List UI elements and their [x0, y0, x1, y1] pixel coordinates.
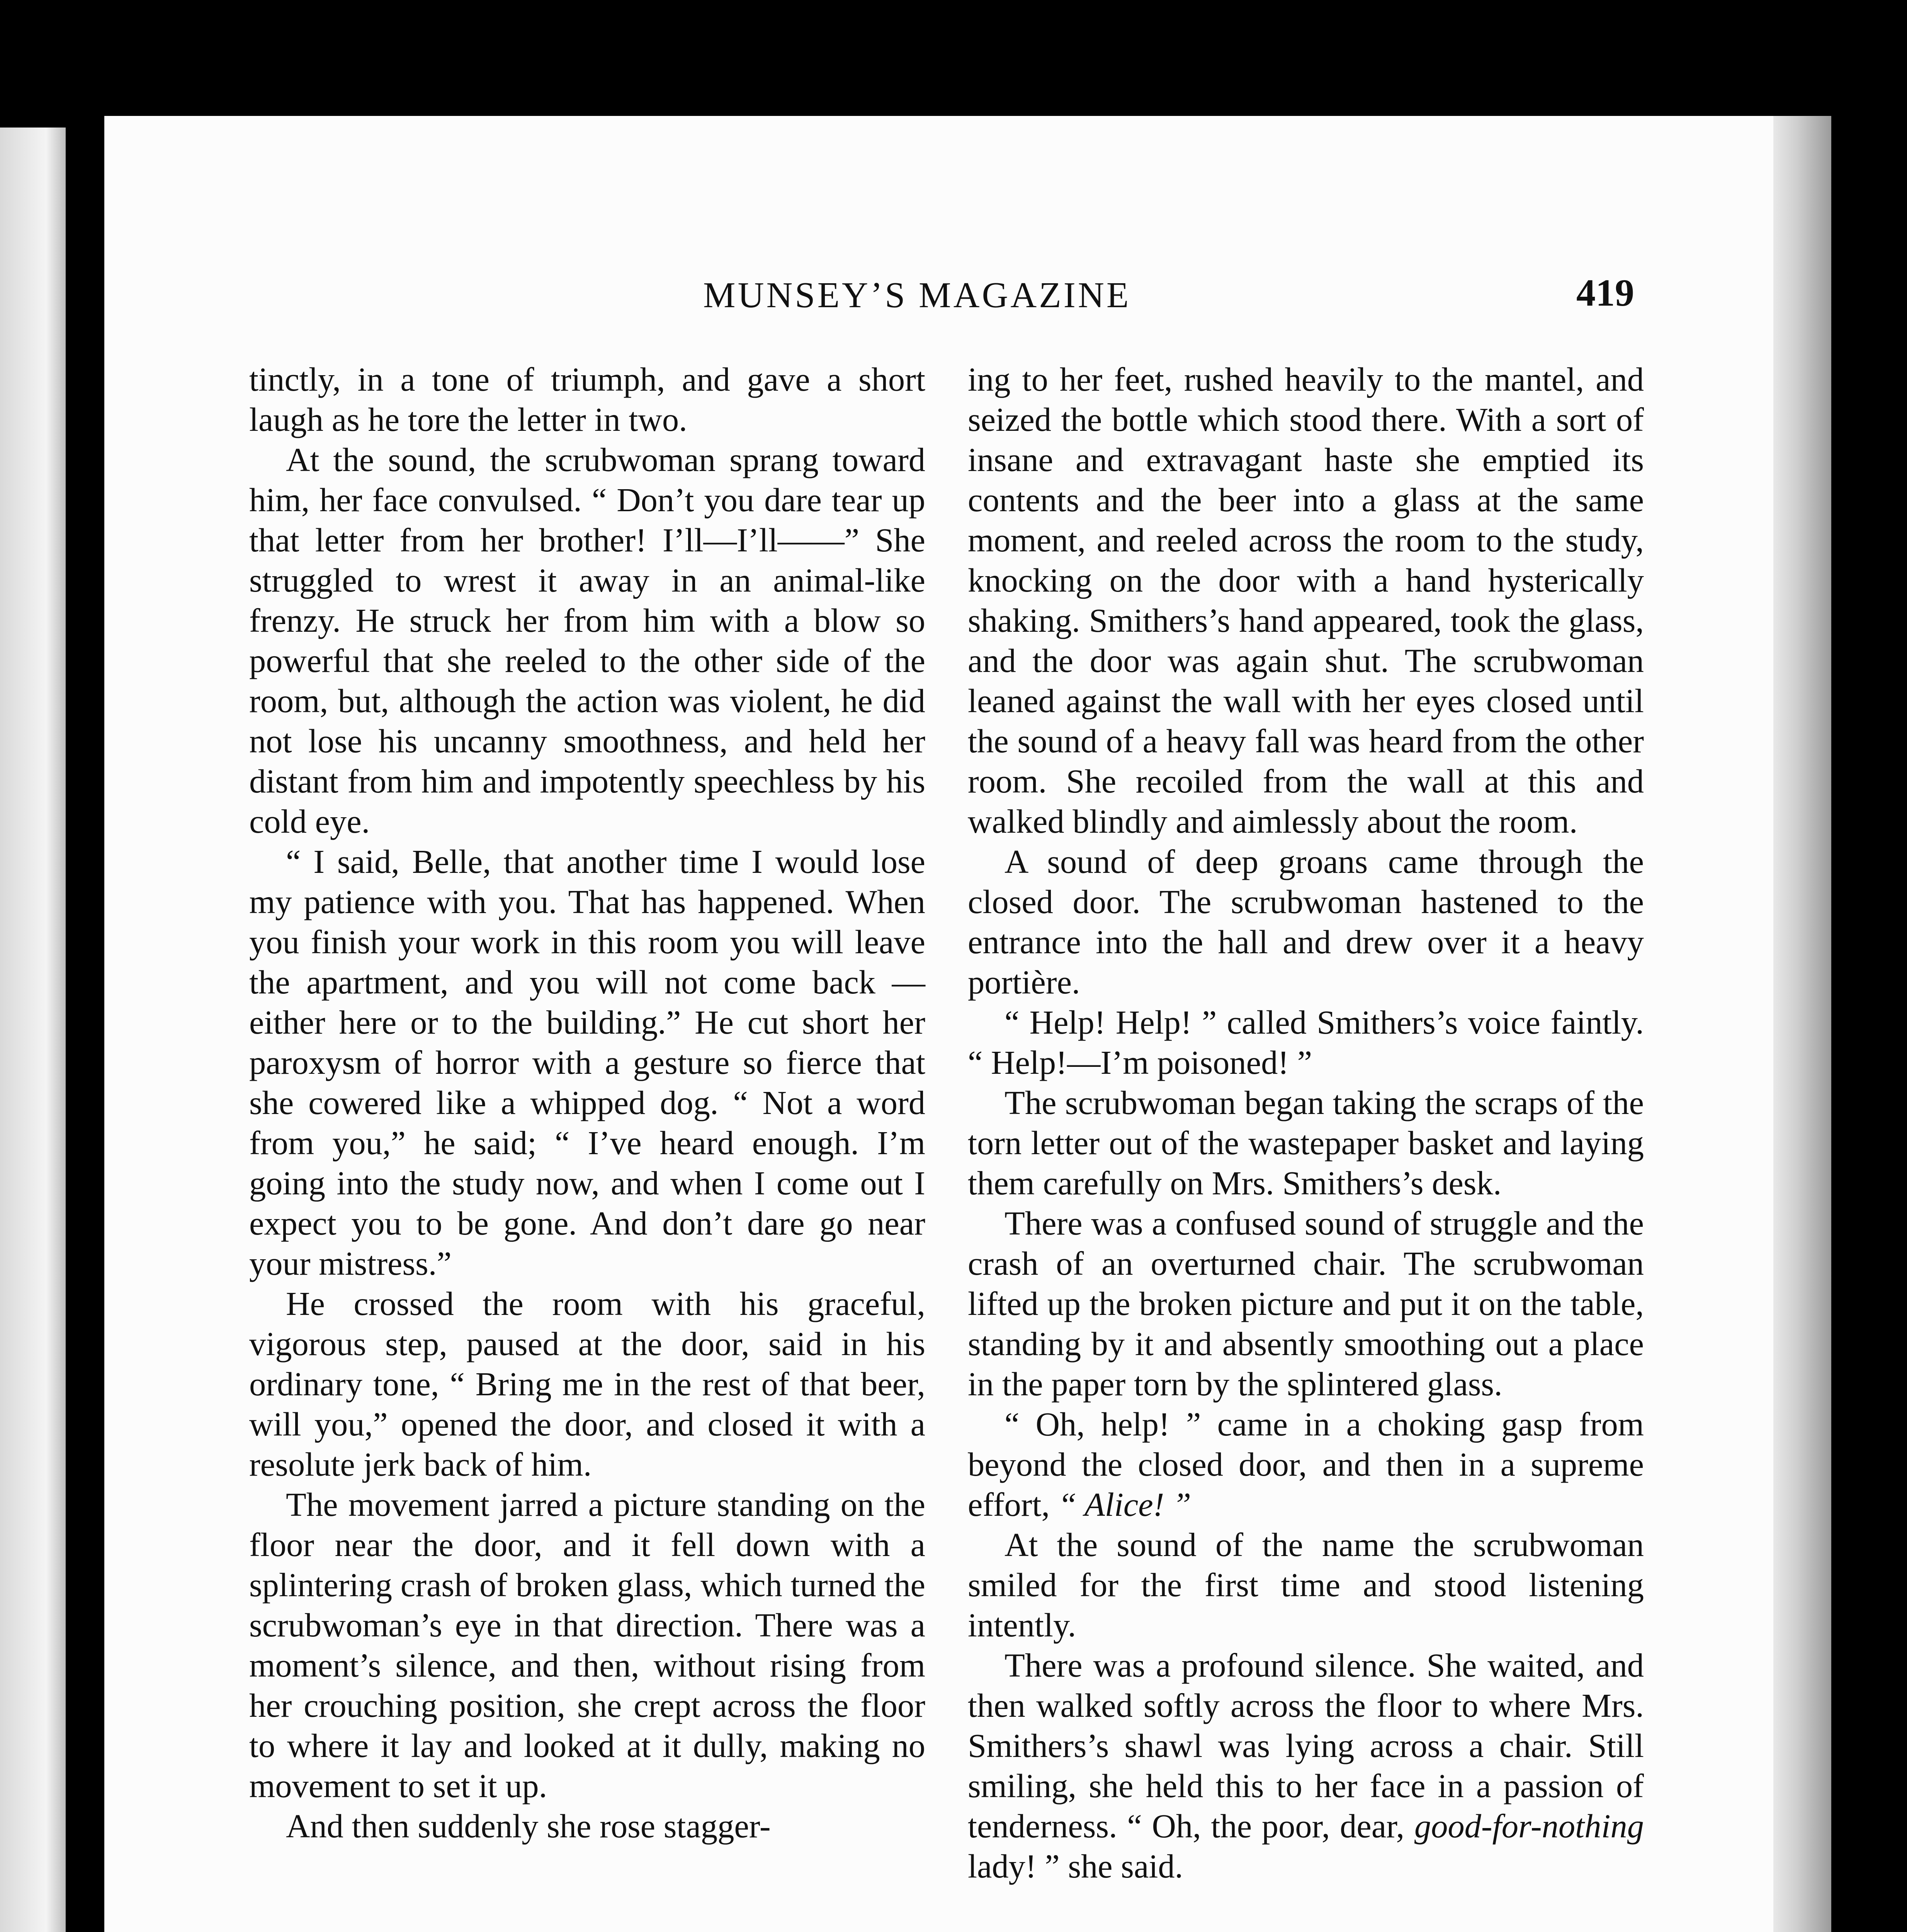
- paragraph-text: There was a profound silence. She waited, and then walked softly across the floor to where Mrs. Smithers’s shawl was lying across a chair. Still smiling, she held this to her face in a passion of tenderness. “ Oh, the poor, dear,: [968, 1647, 1644, 1845]
- italic-phrase: good-for-nothing: [1414, 1808, 1644, 1845]
- paragraph: There was a confused sound of struggle and the crash of an overturned chair. The scrubwoman lifted up the broken picture and put it on the table, standing by it and absently smoothing out a place in the paper torn by the splintered glass.: [968, 1205, 1644, 1403]
- paragraph-text: “ Oh, help! ” came in a choking gasp from beyond the closed door, and then in a supreme effort,: [968, 1406, 1644, 1523]
- left-column: [249, 359, 925, 1846]
- paragraph: [968, 1645, 1644, 1886]
- paragraph: At the sound, the scrubwoman sprang toward him, her face convulsed. “ Don’t you dare tear up that letter from her brother! I’ll—I’ll——” She struggled to wrest it away in an animal-like frenzy. He struck her from him with a blow so powerful that she reeled to the other side of the room, but, although the action was violent, he did not lose his uncanny smoothness, and held her distant from him and impotently speechless by his cold eye.: [249, 441, 925, 840]
- paragraph: [968, 1525, 1644, 1645]
- page-binding-edge: [1773, 116, 1831, 1932]
- paragraph: tinctly, in a tone of triumph, and gave a short laugh as he tore the letter in two.: [249, 361, 925, 438]
- paragraph: He crossed the room with his graceful, vigorous step, paused at the door, said in his ordinary tone, “ Bring me in the rest of that beer, will you,” opened the door, and closed it with a resolute jerk back of him.: [249, 1285, 925, 1483]
- paragraph: “ I said, Belle, that another time I would lose my patience with you. That has happened. When you finish your work in this room you will leave the apartment, and you will not come back —either here or to the building.” He cut short her paroxysm of horror with a gesture so fierce that she cowered like a whipped dog. “ Not a word from you,” he said; “ I’ve heard enough. I’m going into the study now, and when I come out I expect you to be gone. And don’t dare go near your mistress.”: [249, 843, 925, 1282]
- paragraph: A sound of deep groans came through the closed door. The scrubwoman hastened to the entrance into the hall and drew over it a heavy portière.: [968, 843, 1644, 1001]
- paragraph: The scrubwoman began taking the scraps of the torn letter out of the wastepaper basket and laying them carefully on Mrs. Smithers’s desk.: [968, 1084, 1644, 1202]
- paragraph: ing to her feet, rushed heavily to the mantel, and seized the bottle which stood there. With a sort of insane and extravagant haste she emptied its contents and the beer into a glass at the same moment, and reeled across the room to the study, knocking on the door with a hand hysterically shaking. Smithers’s hand appeared, took the glass, and the door was again shut. The scrubwoman leaned against the wall with her eyes closed until the sound of a heavy fall was heard from the other room. She recoiled from the wall at this and walked blindly and aimlessly about the room.: [968, 361, 1644, 840]
- facing-page-edge: [0, 128, 66, 1932]
- paragraph: [968, 1404, 1644, 1525]
- italic-exclamation: “ Alice! ”: [1058, 1486, 1191, 1523]
- paragraph-text-end: lady! ” she said.: [968, 1848, 1183, 1885]
- page-number: 419: [1576, 271, 1634, 314]
- paragraph-text: At the sound of the name the scrubwoman smiled for the first time and stood listening intently.: [968, 1526, 1644, 1644]
- paragraph: “ Help! Help! ” called Smithers’s voice faintly. “ Help!—I’m poisoned! ”: [968, 1004, 1644, 1081]
- paragraph: And then suddenly she rose stagger-: [286, 1808, 771, 1845]
- running-head: MUNSEY’S MAGAZINE: [703, 275, 1131, 315]
- paragraph: The movement jarred a picture standing on the floor near the door, and it fell down with a splintering crash of broken glass, which turned the scrubwoman’s eye in that direction. There was a moment’s silence, and then, without rising from her crouching position, she crept across the floor to where it lay and looked at it dully, making no movement to set it up.: [249, 1486, 925, 1804]
- right-column: [968, 359, 1644, 1886]
